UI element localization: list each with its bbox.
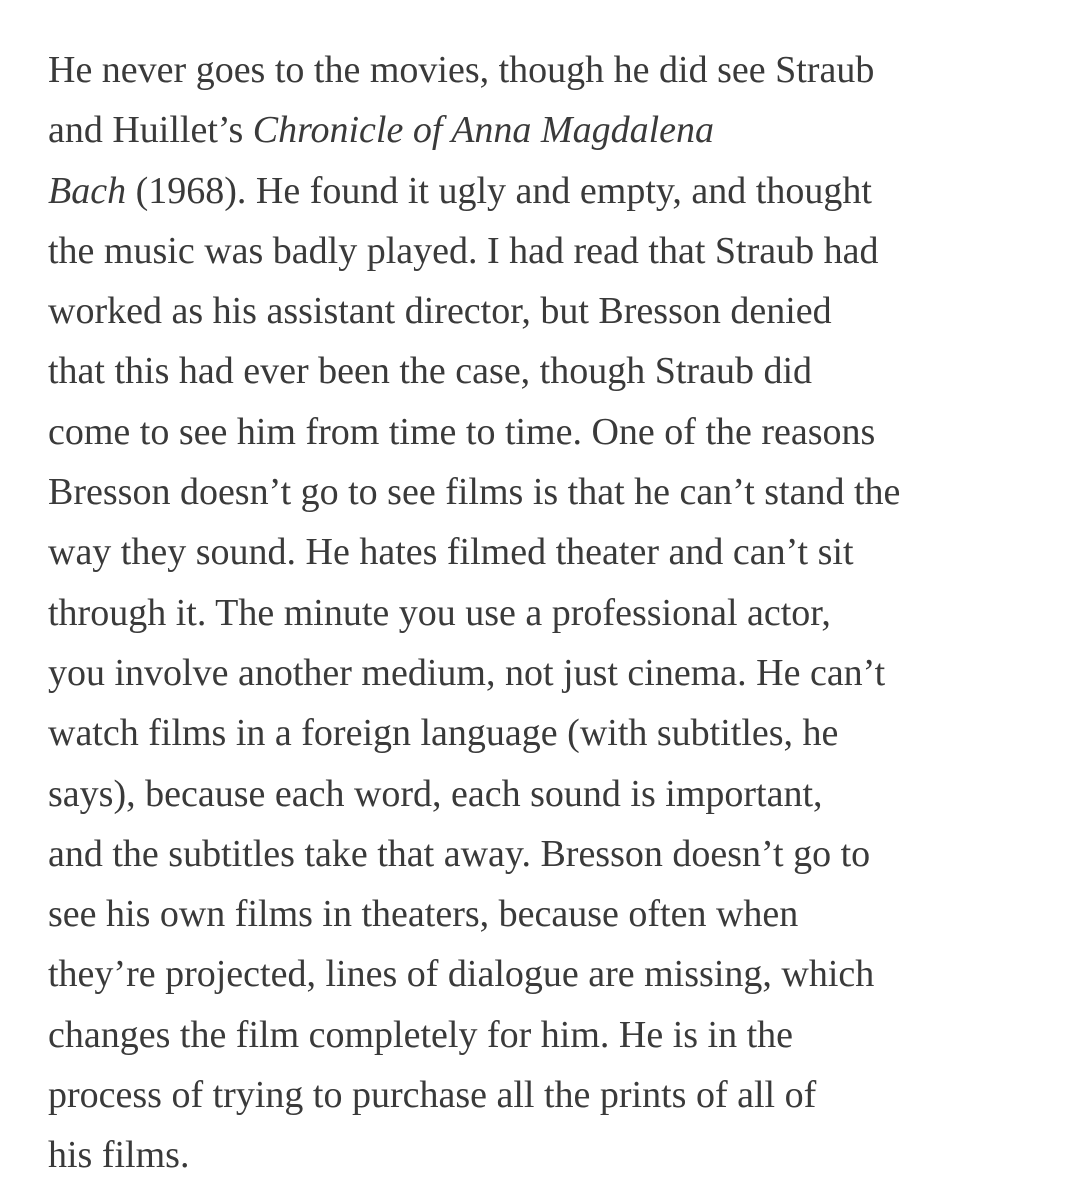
text-line-19: his films. bbox=[48, 1134, 190, 1177]
text-line-16: they’re projected, lines of dialogue are missing, which bbox=[48, 953, 875, 996]
text-line-7: come to see him from time to time. One of the reasons bbox=[48, 410, 876, 453]
text-line-12: watch films in a foreign language (with subtitles, he bbox=[48, 712, 839, 755]
text-line-5: worked as his assistant director, but Bresson denied bbox=[48, 290, 832, 333]
text-span: and Huillet’s bbox=[48, 109, 253, 152]
text-line-2 bbox=[48, 100, 1048, 160]
text-line-8: Bresson doesn’t go to see films is that he can’t stand the bbox=[48, 471, 901, 514]
text-line-10: through it. The minute you use a professional actor, bbox=[48, 591, 831, 634]
text-line-4: the music was badly played. I had read that Straub had bbox=[48, 229, 879, 272]
text-line-14: and the subtitles take that away. Bresson doesn’t go to bbox=[48, 832, 871, 875]
text-line-18: process of trying to purchase all the prints of all of bbox=[48, 1074, 817, 1117]
text-line-3 bbox=[48, 161, 1048, 221]
text-line-1: He never goes to the movies, though he did see Straub bbox=[48, 49, 875, 91]
film-title-italic: Chronicle of Anna Magdalena bbox=[252, 109, 714, 152]
text-line-17: changes the film completely for him. He is in the bbox=[48, 1013, 794, 1056]
text-line-6: that this had ever been the case, though Straub did bbox=[48, 350, 813, 393]
text-line-13: says), because each word, each sound is important, bbox=[48, 772, 823, 815]
article-paragraph bbox=[48, 40, 1048, 1186]
text-line-11: you involve another medium, not just cinema. He can’t bbox=[48, 651, 886, 694]
text-line-9: way they sound. He hates filmed theater and can’t sit bbox=[48, 531, 854, 574]
film-title-italic-continued: Bach bbox=[48, 169, 127, 212]
text-span: (1968). He found it ugly and empty, and thought bbox=[126, 169, 872, 212]
text-line-15: see his own films in theaters, because often when bbox=[48, 893, 799, 936]
